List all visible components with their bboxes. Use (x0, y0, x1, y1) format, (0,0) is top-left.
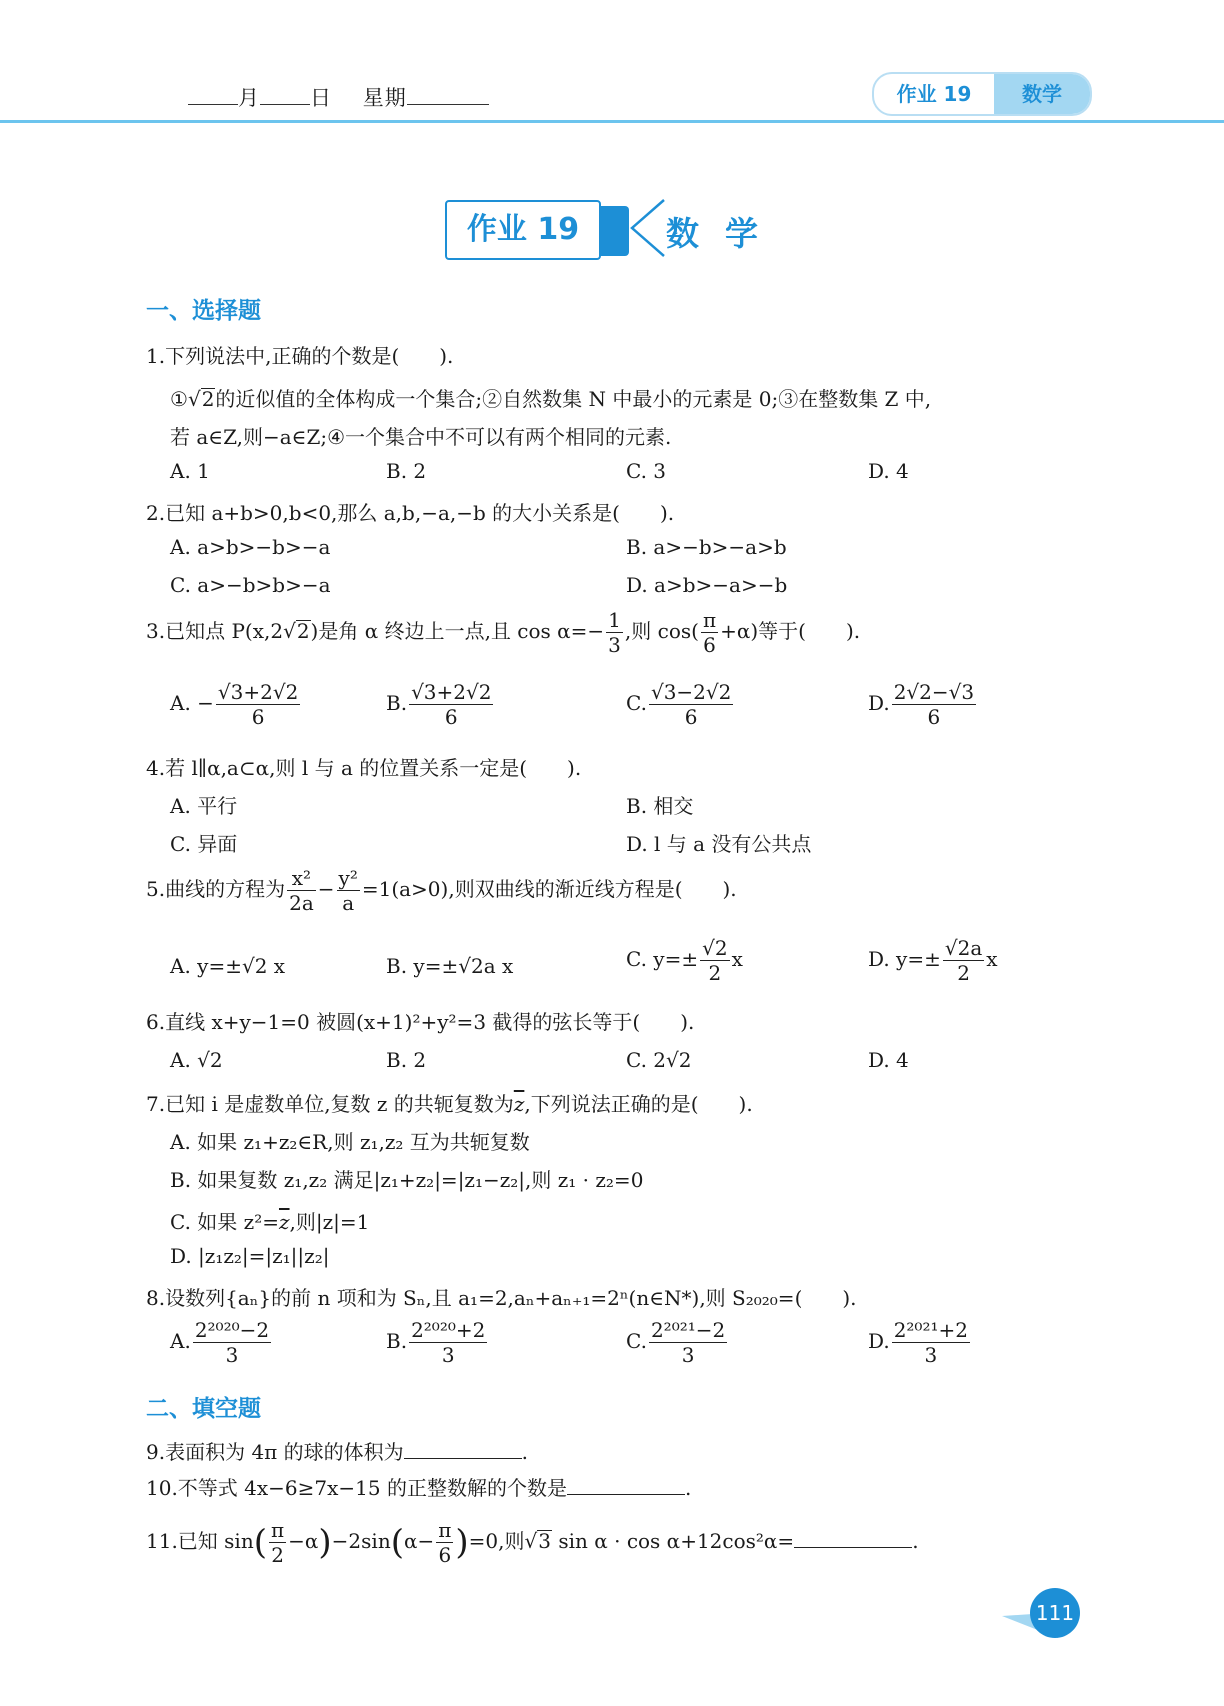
question-4-stem: 4.若 l∥α,a⊂α,则 l 与 a 的位置关系一定是( ). (146, 756, 582, 780)
question-6-option-d: D. 4 (868, 1048, 909, 1072)
question-3-option-a: A. − $\frac{√3+2√2}{6}$ (170, 680, 299, 729)
section-heading-choice: 一、选择题 (146, 298, 261, 324)
page-number: 111 (1030, 1588, 1080, 1638)
question-8-option-c: C. $\frac{\text{2²⁰²¹−2}}{3}$ (626, 1318, 726, 1367)
question-3-option-d: D. $\frac{2√2-√3}{6}$ (868, 680, 975, 729)
title-box: 作业 19 (445, 200, 601, 260)
question-2-option-a: A. a>b>−b>−a (170, 535, 331, 559)
date-line (188, 82, 489, 112)
header-tag-subject: 数学 (994, 74, 1090, 114)
question-5-option-a: A. y=±√2 x (170, 954, 286, 978)
question-1-stem: 1.下列说法中,正确的个数是( ). (146, 344, 454, 368)
question-9: 9.表面积为 4π 的球的体积为 . (146, 1440, 529, 1464)
question-3-option-b: B. $\frac{√3+2√2}{6}$ (386, 680, 492, 729)
question-5-option-c: C. y=± $\frac{√2}{2}$ x (626, 936, 743, 985)
question-8-option-a: A. $\frac{\text{2²⁰²⁰−2}}{3}$ (170, 1318, 270, 1367)
question-2-stem: 2.已知 a+b>0,b<0,那么 a,b,−a,−b 的大小关系是( ). (146, 501, 675, 525)
question-4-option-a: A. 平行 (170, 794, 238, 818)
header-divider (0, 120, 1224, 123)
question-11: 11.已知 sin( $\frac{\pi}{2}$ −α)−2sin(α− $\frac{\pi}{6}$ )=0,则√3 sin α · cos α+12cos²α= . (146, 1518, 919, 1567)
question-8-option-d: D. $\frac{\text{2²⁰²¹+2}}{3}$ (868, 1318, 968, 1367)
section-heading-fill: 二、填空题 (146, 1396, 261, 1422)
title-bracket-icon (628, 196, 668, 260)
answer-blank-10[interactable] (567, 1476, 685, 1495)
question-1-line-2: 若 a∈Z,则−a∈Z;④一个集合中不可以有两个相同的元素. (170, 425, 672, 449)
question-4-option-b: B. 相交 (626, 794, 694, 818)
day-label: 日 (310, 86, 332, 110)
question-8-stem: 8.设数列{aₙ}的前 n 项和为 Sₙ,且 a₁=2,aₙ+aₙ₊₁=2ⁿ(n∈N*),则 S₂₀₂₀=( ). (146, 1286, 857, 1310)
question-6-stem: 6.直线 x+y−1=0 被圆(x+1)²+y²=3 截得的弦长等于( ). (146, 1010, 695, 1034)
question-7-option-b: B. 如果复数 z₁,z₂ 满足|z₁+z₂|=|z₁−z₂|,则 z₁ · z₂=0 (170, 1168, 644, 1192)
weekday-label: 星期 (362, 86, 407, 110)
question-7-option-d: D. |z₁z₂|=|z₁||z₂| (170, 1244, 330, 1268)
title-subject: 数学 (666, 214, 784, 253)
question-6-option-a: A. √2 (170, 1048, 223, 1072)
question-8-option-b: B. $\frac{\text{2²⁰²⁰+2}}{3}$ (386, 1318, 486, 1367)
question-5-option-d: D. y=± $\frac{√2a}{2}$ x (868, 936, 998, 985)
header-tag-assignment: 作业 19 (896, 82, 972, 106)
question-3-option-c: C. $\frac{√3-2√2}{6}$ (626, 680, 732, 729)
question-7-option-a: A. 如果 z₁+z₂∈R,则 z₁,z₂ 互为共轭复数 (170, 1130, 530, 1154)
question-3-stem: 3.已知点 P(x,2√2)是角 α 终边上一点,且 cos α=− $\frac{1}{3}$ ,则 cos( $\frac{\pi}{6}$ +α)等于( ). (146, 608, 861, 657)
month-label: 月 (238, 86, 260, 110)
question-4-option-c: C. 异面 (170, 832, 238, 856)
header-tag (872, 72, 1092, 116)
question-2-option-b: B. a>−b>−a>b (626, 535, 787, 559)
question-1-option-b: B. 2 (386, 459, 427, 483)
question-1-option-c: C. 3 (626, 459, 667, 483)
question-5-option-b: B. y=±√2a x (386, 954, 514, 978)
question-7-stem: 7.已知 i 是虚数单位,复数 z 的共轭复数为$\overline{z}$,下列说法正确的是( ). (146, 1092, 753, 1116)
question-1-line-1: ①√2的近似值的全体构成一个集合;②自然数集 N 中最小的元素是 0;③在整数集 Z 中, (170, 387, 932, 411)
question-4-option-d: D. l 与 a 没有公共点 (626, 832, 812, 856)
question-10: 10.不等式 4x−6≥7x−15 的正整数解的个数是 . (146, 1476, 692, 1500)
question-7-option-c: C. 如果 $z^2=\overline{z}$,则|z|=1 (170, 1210, 370, 1234)
answer-blank-9[interactable] (404, 1440, 522, 1459)
question-1-option-a: A. 1 (170, 459, 210, 483)
title-tab (601, 206, 629, 256)
question-5-stem: 5.曲线的方程为 $\frac{\text{x²}}{2a}$ − $\frac{\text{y²}}{a}$ =1(a>0),则双曲线的渐近线方程是( ). (146, 866, 737, 915)
question-6-option-b: B. 2 (386, 1048, 427, 1072)
question-2-option-d: D. a>b>−a>−b (626, 573, 788, 597)
question-6-option-c: C. 2√2 (626, 1048, 692, 1072)
question-1-option-d: D. 4 (868, 459, 909, 483)
answer-blank-11[interactable] (794, 1529, 912, 1548)
question-2-option-c: C. a>−b>b>−a (170, 573, 331, 597)
